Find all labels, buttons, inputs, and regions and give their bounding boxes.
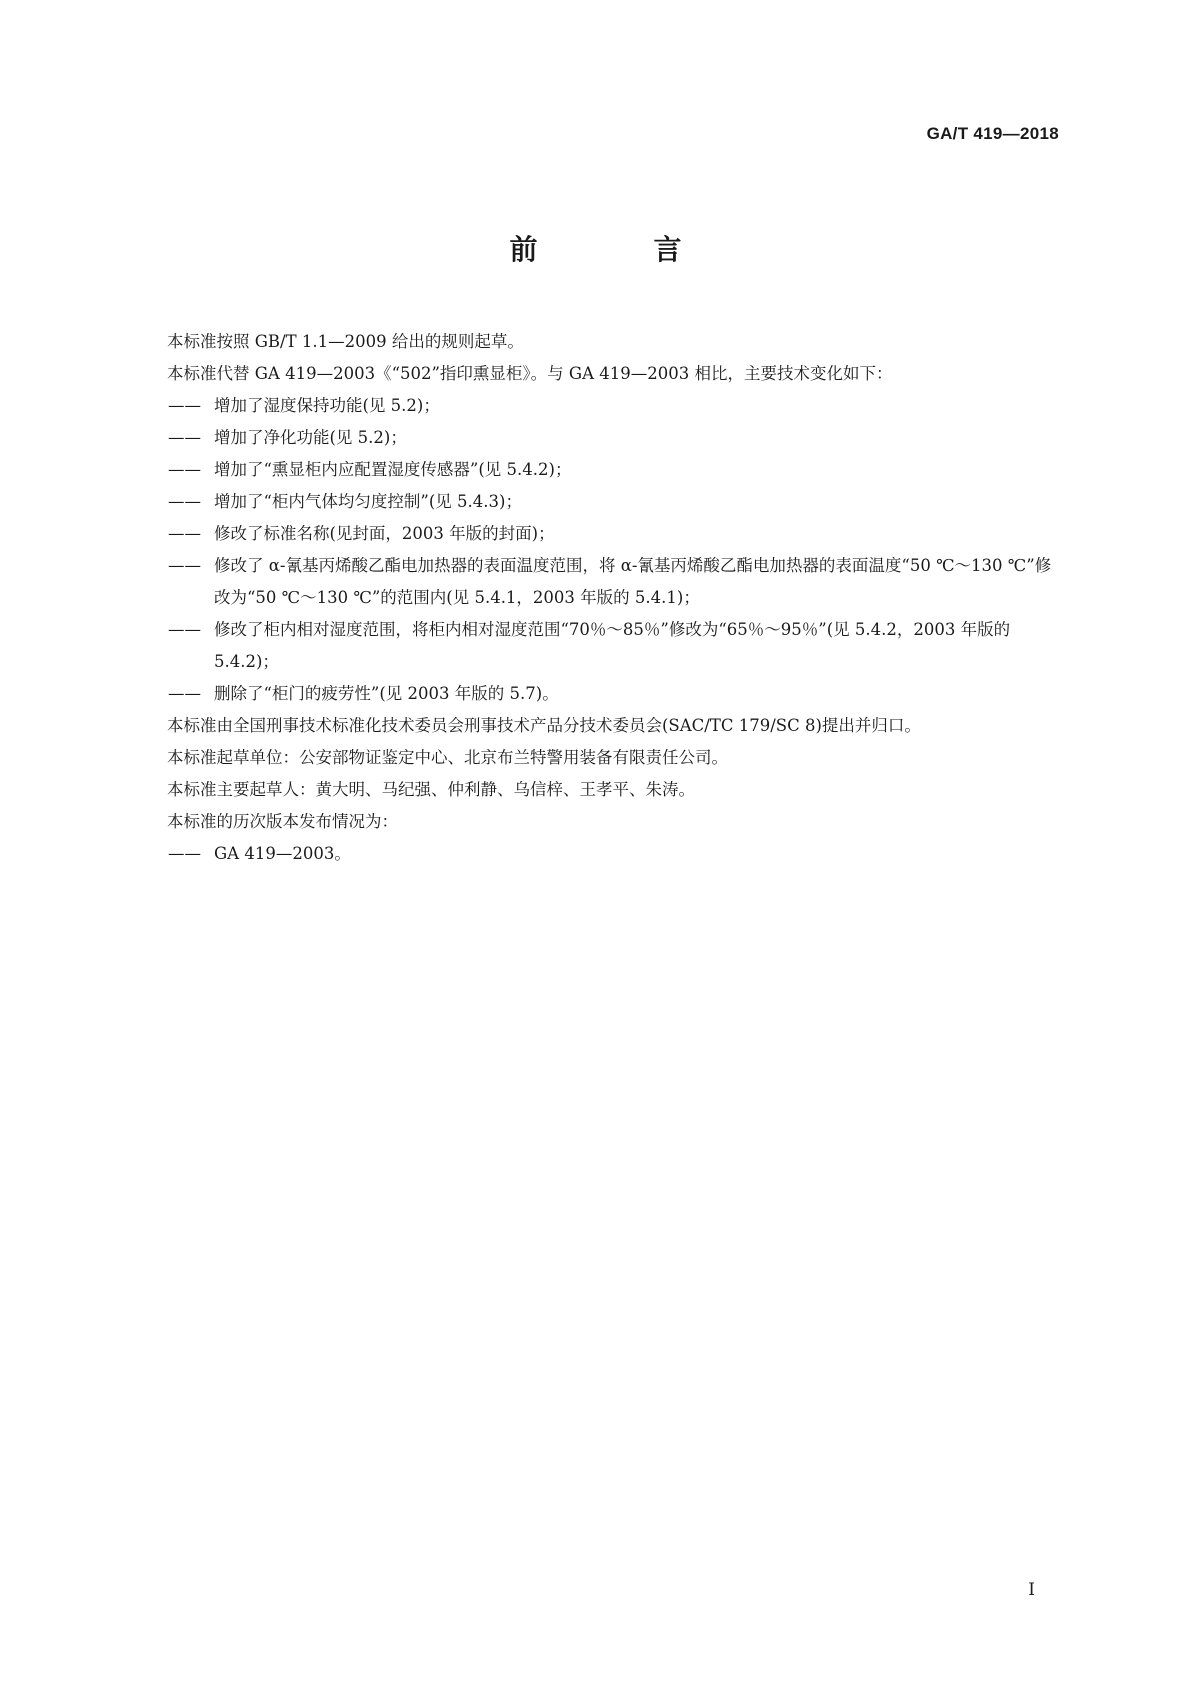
paragraph: 本标准主要起草人：黄大明、马纪强、仲利静、乌信梓、王孝平、朱涛。 <box>167 780 695 799</box>
change-item <box>134 614 1065 678</box>
dash-marker: —— <box>168 492 201 511</box>
dash-marker: —— <box>168 396 201 415</box>
change-item-text: 修改了柜内相对湿度范围，将柜内相对湿度范围“70％～85％”修改为“65％～95％”(见 5.4.2，2003 年版的 5.4.2)； <box>214 620 1011 671</box>
paragraph: 本标准由全国刑事技术标准化技术委员会刑事技术产品分技术委员会(SAC/TC 179/SC 8)提出并归口。 <box>167 716 921 735</box>
change-item-text: 修改了 α-氰基丙烯酸乙酯电加热器的表面温度范围，将 α-氰基丙烯酸乙酯电加热器的表面温度“50 ℃～130 ℃”修改为“50 ℃～130 ℃”的范围内(见 5.4.1，2003 年版的 5.4.1)； <box>214 556 1052 607</box>
change-item <box>134 390 1065 422</box>
dash-marker: —— <box>168 460 201 479</box>
page-number: I <box>1028 1580 1035 1600</box>
paragraph: 本标准按照 GB/T 1.1—2009 给出的规则起草。 <box>167 332 524 351</box>
change-item <box>134 518 1065 550</box>
change-item <box>134 550 1065 614</box>
dash-marker: —— <box>168 684 201 703</box>
change-item <box>134 422 1065 454</box>
change-item-text: 增加了“柜内气体均匀度控制”(见 5.4.3)； <box>214 492 522 511</box>
dash-marker: —— <box>168 556 201 575</box>
change-item <box>134 454 1065 486</box>
dash-marker: —— <box>168 524 201 543</box>
dash-marker: —— <box>168 428 201 447</box>
change-item <box>134 678 1065 710</box>
standard-code: GA/T 419—2018 <box>926 124 1059 143</box>
paragraph: 本标准代替 GA 419—2003《“502”指印熏显柜》。与 GA 419—2003 相比，主要技术变化如下： <box>167 364 893 383</box>
paragraph: 本标准起草单位：公安部物证鉴定中心、北京布兰特警用装备有限责任公司。 <box>167 748 728 767</box>
foreword-body <box>134 326 1065 870</box>
change-item-text: 增加了净化功能(见 5.2)； <box>214 428 407 447</box>
history-item <box>134 838 1065 870</box>
dash-marker: —— <box>168 844 201 863</box>
paragraph: 本标准的历次版本发布情况为： <box>167 812 398 831</box>
change-item <box>134 486 1065 518</box>
change-item-text: 修改了标准名称(见封面，2003 年版的封面)； <box>214 524 555 543</box>
history-item-text: GA 419—2003。 <box>214 844 351 863</box>
page-title: 前 言 <box>509 233 726 266</box>
change-item-text: 增加了湿度保持功能(见 5.2)； <box>214 396 440 415</box>
change-item-text: 删除了“柜门的疲劳性”(见 2003 年版的 5.7)。 <box>214 684 559 703</box>
change-item-text: 增加了“熏显柜内应配置湿度传感器”(见 5.4.2)； <box>214 460 572 479</box>
dash-marker: —— <box>168 620 201 639</box>
